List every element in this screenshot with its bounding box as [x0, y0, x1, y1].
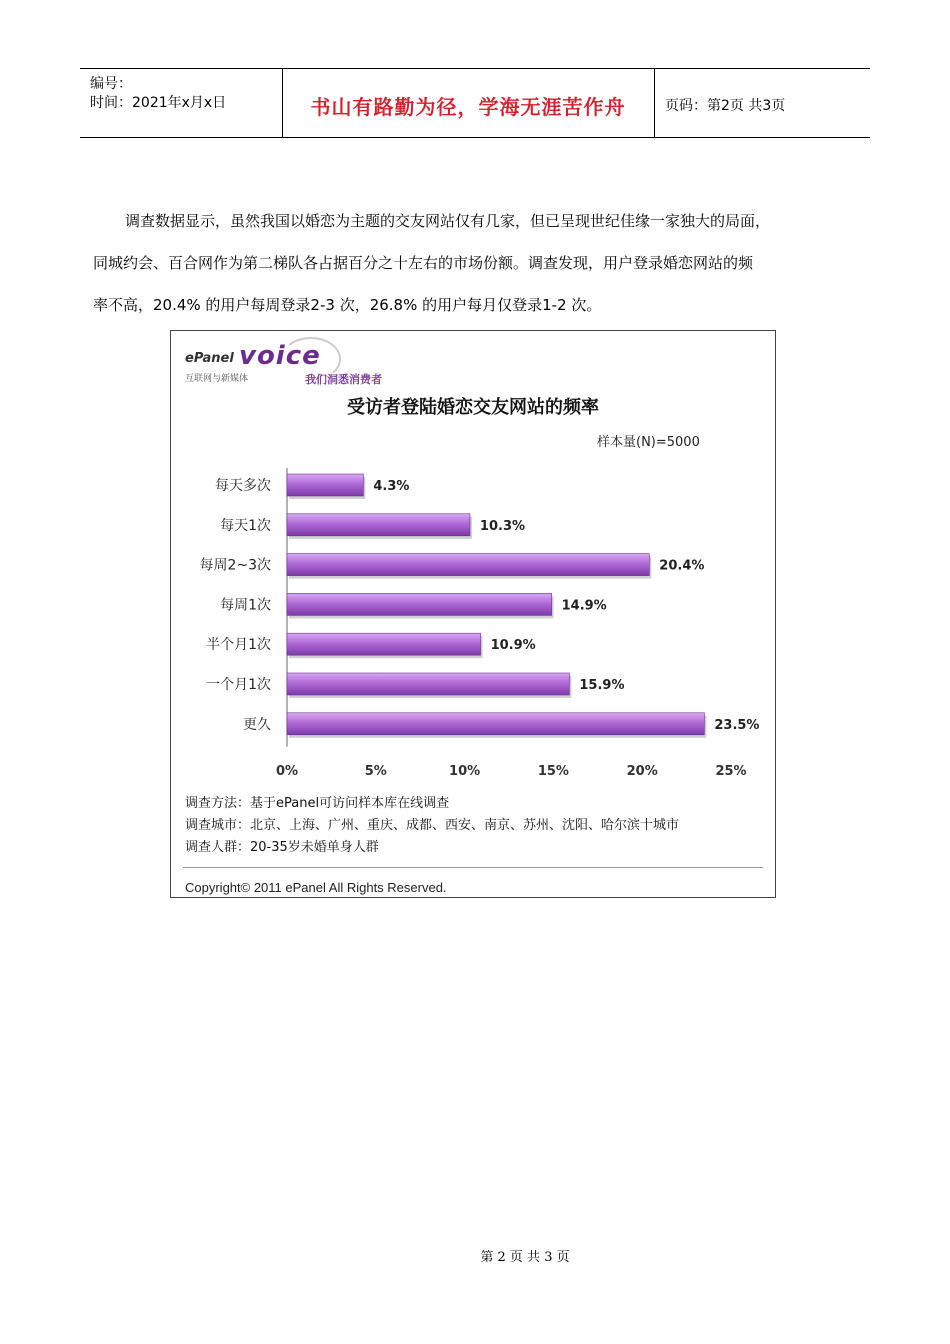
x-tick-label: 5% [364, 764, 387, 779]
x-tick-label: 0% [275, 764, 299, 779]
category-label: 一个月1次 [206, 677, 271, 693]
category-label: 每周2~3次 [199, 557, 271, 574]
bar-chart-plot [171, 331, 775, 791]
chart-sample-note: 样本量(N)=5000 [597, 435, 700, 450]
page-footer: 第 2 页 共 3 页 [480, 1250, 570, 1265]
copyright-text: Copyright© 2011 ePanel All Rights Reserved. [185, 880, 447, 895]
bar [287, 514, 470, 536]
bar-value-label: 14.9% [561, 598, 607, 614]
header-motto: 书山有路勤为径，学海无涯苦作舟 [310, 95, 626, 119]
paragraph-line: 率不高，20.4% 的用户每周登录2-3 次，26.8% 的用户每月仅登录1-2 次。 [93, 296, 602, 314]
bar-value-label: 20.4% [659, 558, 705, 574]
header-motto-cell [282, 69, 655, 137]
logo-epanel-text: ePanel [185, 351, 234, 366]
category-label: 每天多次 [215, 478, 271, 494]
category-label: 每天1次 [220, 517, 271, 534]
bar-value-label: 10.3% [479, 518, 526, 534]
doc-number-label: 编号： [90, 76, 132, 92]
category-label: 半个月1次 [206, 637, 271, 654]
doc-time-label: 时间：2021年x月x日 [90, 95, 227, 111]
category-label: 更久 [243, 716, 271, 733]
bar [287, 673, 569, 695]
survey-notes [185, 793, 679, 859]
bar-value-label: 23.5% [714, 717, 760, 733]
bar [287, 474, 363, 496]
chart-title: 受访者登陆婚恋交友网站的频率 [347, 397, 599, 418]
header-page-info: 页码：第2页 共3页 [665, 98, 786, 114]
body-paragraph [93, 200, 868, 326]
logo-voice-text: voice [239, 341, 321, 371]
bar-value-label: 4.3% [373, 479, 410, 494]
logo-subtitle-left: 互联网与新媒体 [185, 374, 249, 384]
x-tick-label: 10% [449, 764, 481, 779]
x-tick-label: 20% [626, 764, 658, 779]
bar [287, 713, 704, 735]
survey-people-note: 调查人群：20-35岁未婚单身人群 [185, 840, 379, 855]
bar [287, 554, 649, 576]
paragraph-line: 同城约会、百合网作为第二梯队各占据百分之十左右的市场份额。调查发现，用户登录婚恋网站的频 [93, 254, 754, 272]
header-info-cell [80, 69, 283, 137]
bar [287, 593, 552, 615]
category-label: 每周1次 [220, 597, 271, 614]
chart-figure [170, 330, 776, 898]
header-page-cell [655, 69, 870, 137]
survey-cities-note: 调查城市：北京、上海、广州、重庆、成都、西安、南京、苏州、沈阳、哈尔滨十城市 [185, 818, 680, 833]
bar [287, 633, 481, 655]
page-header [80, 68, 870, 138]
bar-value-label: 15.9% [579, 678, 625, 693]
logo-subtitle-right: 我们洞悉消费者 [305, 373, 382, 386]
bar-value-label: 10.9% [490, 638, 536, 654]
x-tick-label: 15% [537, 764, 569, 779]
x-tick-label: 25% [715, 764, 747, 779]
paragraph-line: 调查数据显示，虽然我国以婚恋为主题的交友网站仅有几家，但已呈现世纪佳缘一家独大的局面， [125, 212, 771, 230]
survey-method-note: 调查方法：基于ePanel可访问样本库在线调查 [185, 796, 450, 811]
divider [183, 867, 763, 868]
